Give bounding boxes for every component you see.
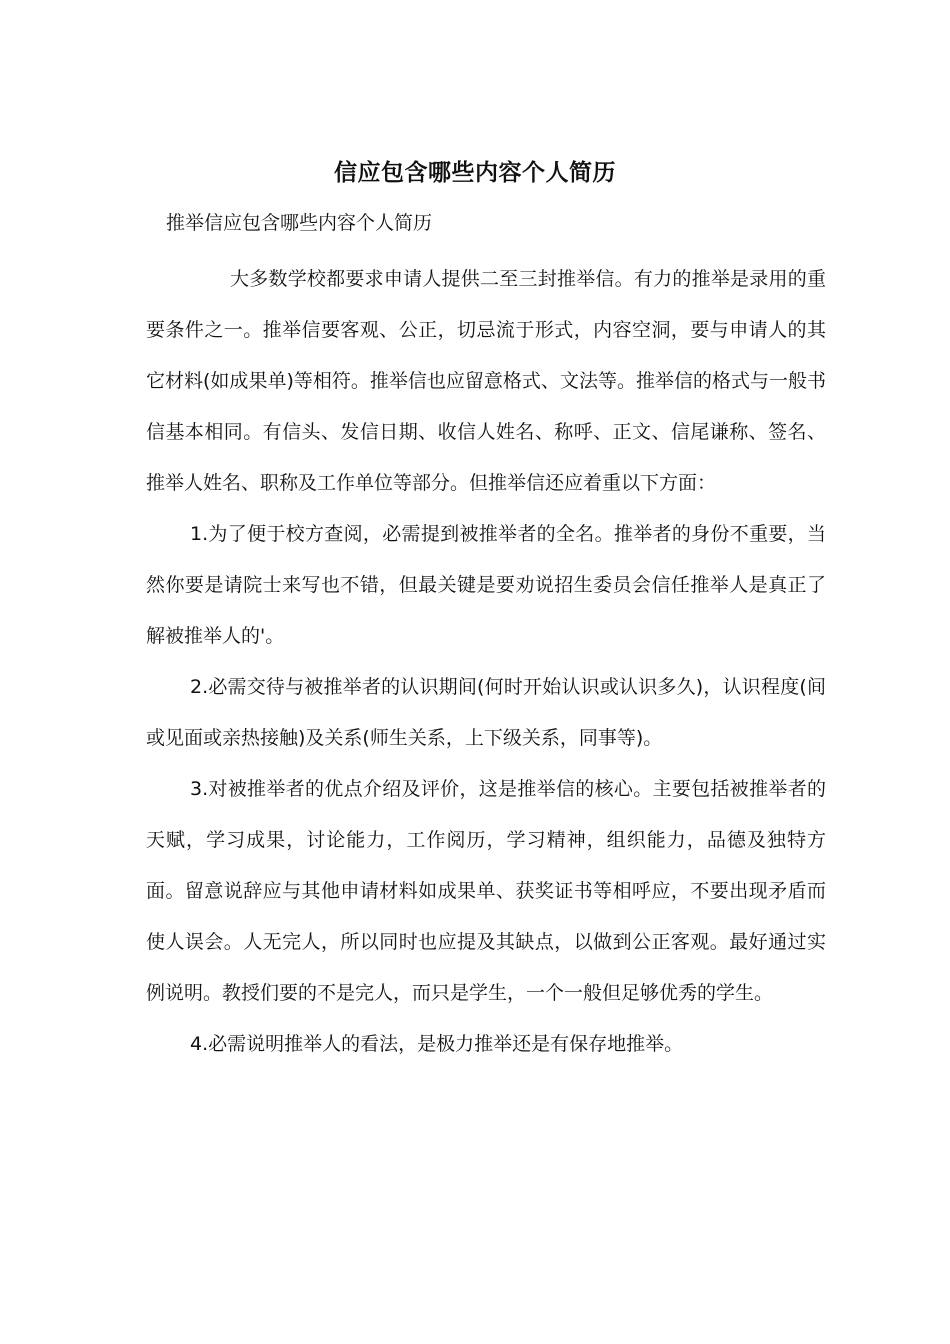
- document-title: 信应包含哪些内容个人简历: [334, 160, 616, 186]
- paragraph-intro: 大多数学校都要求申请人提供二至三封推举信。有力的推举是录用的重要条件之一。推举信要客观、公正，切忌流于形式，内容空洞，要与申请人的其它材料(如成果单)等相符。推举信也应留意格式、文法等。推举信的格式与一般书信基本相同。有信头、发信日期、收信人姓名、称呼、正文、信尾谦称、签名、推举人姓名、职称及工作单位等部分。但推举信还应着重以下方面：: [146, 268, 826, 494]
- paragraph-point-1: 1.为了便于校方查阅，必需提到被推举者的全名。推举者的身份不重要，当然你要是请院士来写也不错，但最关键是要劝说招生委员会信任推举人是真正了解被推举人的'。: [146, 523, 826, 647]
- paragraph-point-3: 3.对被推举者的优点介绍及评价，这是推举信的核心。主要包括被推举者的天赋，学习成果，讨论能力，工作阅历，学习精神，组织能力，品德及独特方面。留意说辞应与其他申请材料如成果单、获奖证书等相呼应，不要出现矛盾而使人误会。人无完人，所以同时也应提及其缺点，以做到公正客观。最好通过实例说明。教授们要的不是完人，而只是学生，一个一般但足够优秀的学生。: [146, 778, 826, 1004]
- paragraph-point-2: 2.必需交待与被推举者的认识期间(何时开始认识或认识多久)，认识程度(间或见面或亲热接触)及关系(师生关系，上下级关系，同事等)。: [146, 676, 826, 749]
- document-subtitle: 推举信应包含哪些内容个人简历: [166, 212, 433, 234]
- document-body: [146, 254, 826, 1070]
- paragraph-point-4: 4.必需说明推举人的看法，是极力推举还是有保存地推举。: [190, 1033, 684, 1055]
